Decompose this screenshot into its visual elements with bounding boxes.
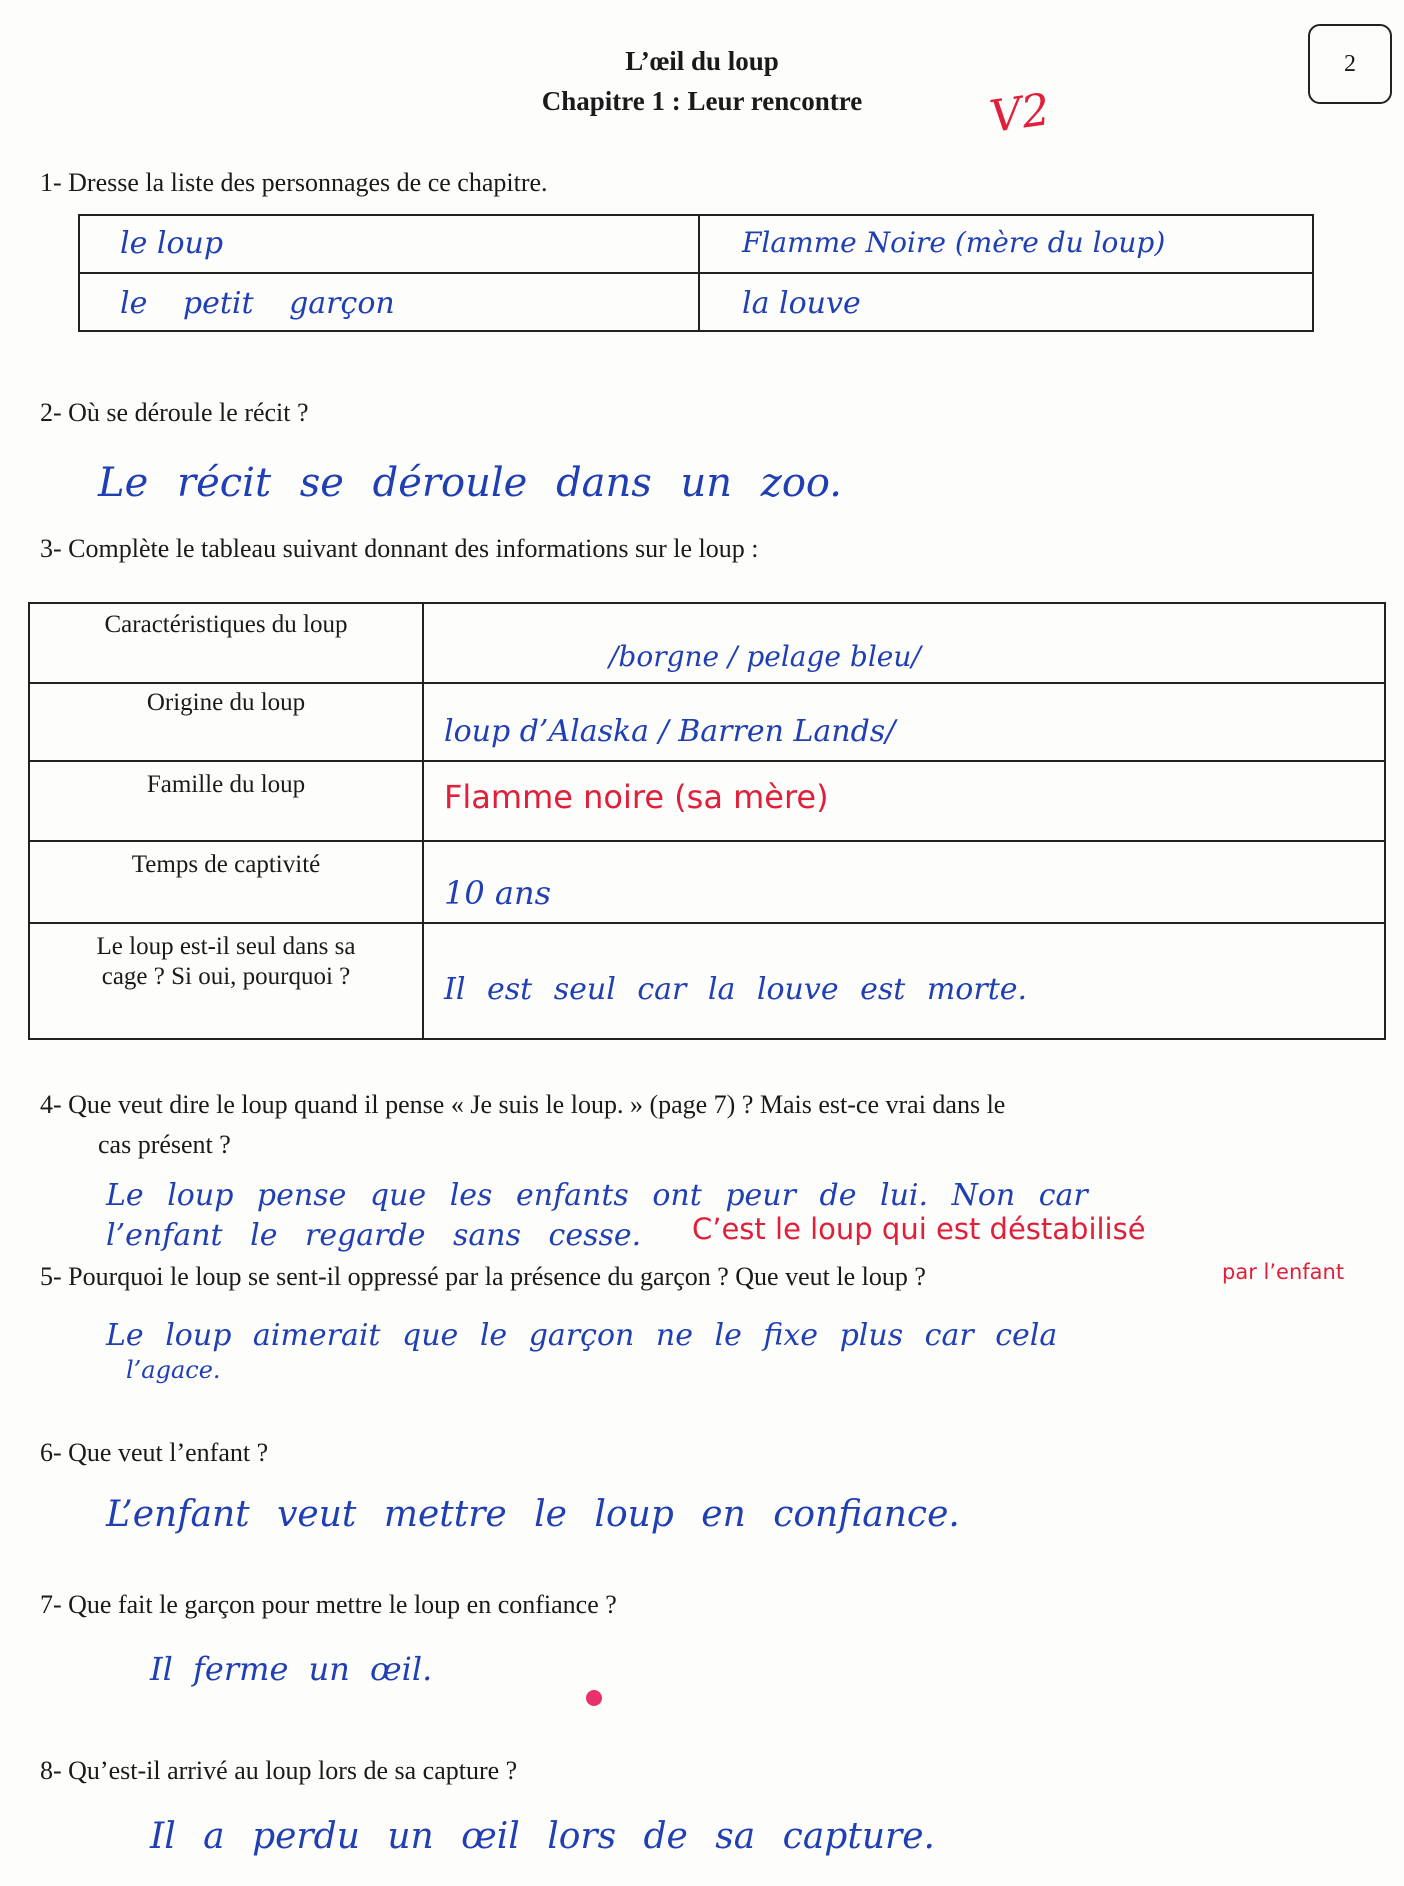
table-cell: le petit garçon	[79, 273, 699, 331]
table-row	[29, 841, 1385, 923]
question-2: 2- Où se déroule le récit ?	[40, 398, 309, 427]
table-cell: Flamme noire (sa mère)	[423, 761, 1385, 841]
table-row	[29, 683, 1385, 761]
table-row	[29, 923, 1385, 1039]
red-dot-mark	[586, 1690, 602, 1706]
question-1: 1- Dresse la liste des personnages de ce chapitre.	[40, 168, 548, 197]
question-3: 3- Complète le tableau suivant donnant des informations sur le loup :	[40, 534, 759, 563]
characters-table	[78, 214, 1314, 332]
answer-4-line-2: l’enfant le regarde sans cesse.	[106, 1218, 642, 1253]
table-cell: Le loup est-il seul dans sa cage ? Si oui, pourquoi ?	[29, 923, 423, 1039]
wolf-info-table	[28, 602, 1386, 1040]
answer-2: Le récit se déroule dans un zoo.	[98, 460, 843, 506]
table-cell: /borgne / pelage bleu/	[423, 603, 1385, 683]
teacher-correction: C’est le loup qui est déstabilisé	[692, 1212, 1146, 1246]
table-cell: Caractéristiques du loup	[29, 603, 423, 683]
table-cell: Flamme Noire (mère du loup)	[699, 215, 1313, 273]
answer-5-line-2: l’agace.	[126, 1356, 221, 1384]
table-cell: Il est seul car la louve est morte.	[423, 923, 1385, 1039]
table-row	[79, 215, 1313, 273]
question-4: 4- Que veut dire le loup quand il pense « Je suis le loup. » (page 7) ? Mais est-ce vrai dans le	[40, 1090, 1006, 1119]
question-5: 5- Pourquoi le loup se sent-il oppressé par la présence du garçon ? Que veut le loup ?	[40, 1262, 926, 1291]
table-cell: loup d’Alaska / Barren Lands/	[423, 683, 1385, 761]
table-row	[29, 761, 1385, 841]
answer-4-line-1: Le loup pense que les enfants ont peur de lui. Non car	[106, 1178, 1088, 1213]
question-6: 6- Que veut l’enfant ?	[40, 1438, 269, 1467]
answer-6: L’enfant veut mettre le loup en confiance.	[106, 1494, 960, 1535]
document-title: L’œil du loup	[625, 46, 779, 76]
chapter-title: Chapitre 1 : Leur rencontre	[541, 86, 863, 116]
answer-5-line-1: Le loup aimerait que le garçon ne le fixe plus car cela	[106, 1318, 1058, 1353]
table-cell: 10 ans	[423, 841, 1385, 923]
question-4-line-2: cas présent ?	[98, 1130, 231, 1159]
page-number: 2	[1344, 50, 1356, 77]
table-cell: Temps de captivité	[29, 841, 423, 923]
question-7: 7- Que fait le garçon pour mettre le loup en confiance ?	[40, 1590, 617, 1619]
table-cell: la louve	[699, 273, 1313, 331]
answer-7: Il ferme un œil.	[150, 1650, 433, 1688]
table-cell: le loup	[79, 215, 699, 273]
page-number-box	[1308, 24, 1392, 104]
table-row	[29, 603, 1385, 683]
question-8: 8- Qu’est-il arrivé au loup lors de sa capture ?	[40, 1756, 518, 1785]
answer-8: Il a perdu un œil lors de sa capture.	[150, 1816, 935, 1857]
teacher-correction-end: par l’enfant	[1222, 1260, 1345, 1284]
table-row	[79, 273, 1313, 331]
table-cell: Famille du loup	[29, 761, 423, 841]
table-cell: Origine du loup	[29, 683, 423, 761]
grade-mark: V2	[986, 84, 1054, 143]
